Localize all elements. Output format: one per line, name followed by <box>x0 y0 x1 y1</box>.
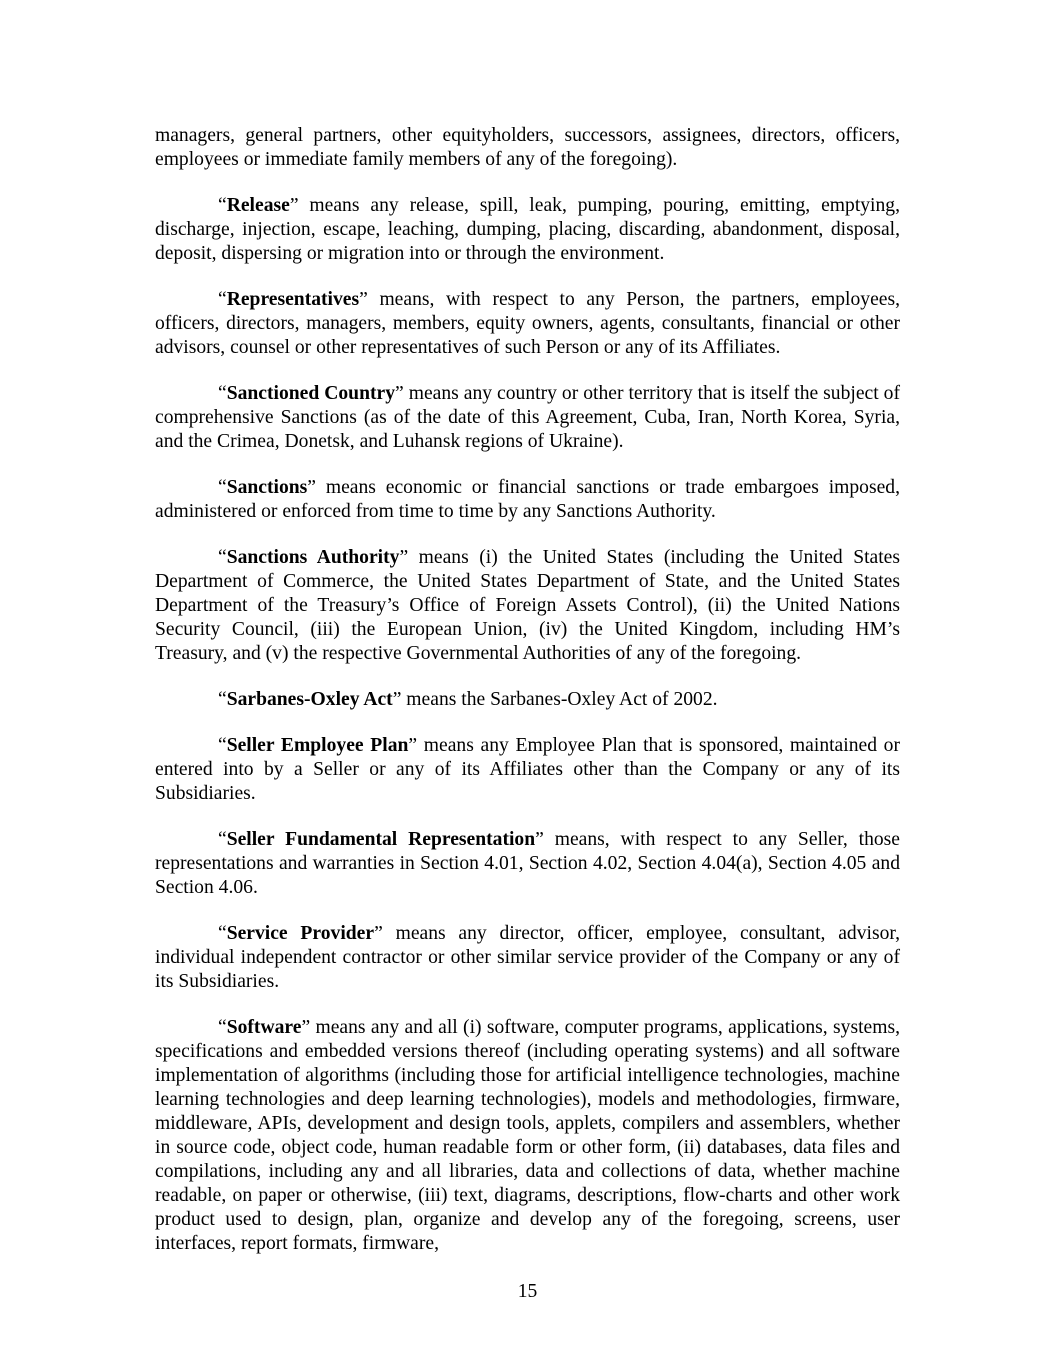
close-quote: ” <box>289 195 299 216</box>
definition-text: means the Sarbanes-Oxley Act of 2002. <box>401 689 718 710</box>
open-quote: “ <box>218 289 227 310</box>
definition-text: means any country or other territory that is itself the subject of comprehensive Sanctions (as of the date of this Agreement, Cuba, Iran, North Korea, Syria, and the Crimea, Donetsk, and Luhansk regions of Ukraine). <box>155 383 901 452</box>
definition-text: means any release, spill, leak, pumping, pouring, emitting, emptying, discharge, injection, escape, leaching, dumping, placing, discarding, abandonment, disposal, deposit, dispersing or migration into or through the environment. <box>155 195 900 264</box>
close-quote: ” <box>535 829 544 850</box>
definition-software <box>155 1016 900 1256</box>
open-quote: “ <box>218 689 227 710</box>
close-quote: ” <box>359 289 368 310</box>
intro-paragraph: managers, general partners, other equityholders, successors, assignees, directors, officers, employees or immediate family members of any of the foregoing). <box>155 125 900 170</box>
definition-release <box>155 194 900 266</box>
definition-text: means any director, officer, employee, consultant, advisor, individual independent contractor or other similar service provider of the Company or any of its Subsidiaries. <box>155 923 901 992</box>
defined-term: Representatives <box>226 289 360 310</box>
definition-text: means economic or financial sanctions or trade embargoes imposed, administered or enforced from time to time by any Sanctions Authority. <box>155 477 900 522</box>
definition-sanctions-authority <box>155 546 900 666</box>
definition-representatives <box>155 288 900 360</box>
definition-text: means, with respect to any Seller, those representations and warranties in Section 4.01, Section 4.02, Section 4.04(a), Section 4.05 and Section 4.06. <box>155 829 900 898</box>
defined-term: Sanctions Authority <box>226 547 400 568</box>
open-quote: “ <box>218 923 227 944</box>
open-quote: “ <box>218 383 227 404</box>
defined-term: Service Provider <box>226 923 375 944</box>
close-quote: ” <box>408 735 418 756</box>
definition-service-provider <box>155 922 900 994</box>
definition-text: means any Employee Plan that is sponsored, maintained or entered into by a Seller or any of its Affiliates other than the Company or any of its Subsidiaries. <box>155 735 900 804</box>
close-quote: ” <box>307 477 316 498</box>
open-quote: “ <box>218 195 227 216</box>
defined-term: Sanctioned Country <box>226 383 396 404</box>
definition-text: means any and all (i) software, computer programs, applications, systems, specifications and embedded versions thereof (including operating systems) and all software implementation of algorithms (including those for artificial intelligence technologies, machine learning technologies and deep learning technologies), models and methodologies, firmware, middleware, APIs, development and design tools, applets, compilers and assemblers, whether in source code, object code, human readable form or other form, (ii) databases, data files and compilations, including any and all libraries, data and collections of data, whether machine readable, on paper or otherwise, (iii) text, diagrams, descriptions, flow-charts and other work product used to design, plan, organize and develop any of the foregoing, screens, user interfaces, report formats, firmware, <box>155 1017 900 1254</box>
definition-sarbanes-oxley-act <box>155 688 900 712</box>
defined-term: Seller Fundamental Representation <box>226 829 536 850</box>
page-number: 15 <box>517 1281 538 1302</box>
close-quote: ” <box>392 689 402 710</box>
open-quote: “ <box>218 547 227 568</box>
definition-sanctioned-country <box>155 382 900 454</box>
close-quote: ” <box>374 923 383 944</box>
open-quote: “ <box>218 735 227 756</box>
defined-term: Release <box>226 195 290 216</box>
definition-seller-fundamental-representation <box>155 828 900 900</box>
defined-term: Sanctions <box>226 477 308 498</box>
definition-seller-employee-plan <box>155 734 900 806</box>
defined-term: Sarbanes-Oxley Act <box>226 689 393 710</box>
close-quote: ” <box>301 1017 311 1038</box>
close-quote: ” <box>399 547 409 568</box>
open-quote: “ <box>218 477 227 498</box>
defined-term: Seller Employee Plan <box>226 735 409 756</box>
definition-text: means, with respect to any Person, the partners, employees, officers, directors, managers, members, equity owners, agents, consultants, financial or other advisors, counsel or other representatives of such Person or any of its Affiliates. <box>155 289 900 358</box>
defined-term: Software <box>226 1017 302 1038</box>
document-page <box>155 124 900 1278</box>
definition-sanctions <box>155 476 900 524</box>
open-quote: “ <box>218 829 227 850</box>
close-quote: ” <box>395 383 404 404</box>
definition-text: means (i) the United States (including the United States Department of Commerce, the United States Department of State, and the United States Department of the Treasury’s Office of Foreign Assets Control), (ii) the United Nations Security Council, (iii) the European Union, (iv) the United Kingdom, including HM’s Treasury, and (v) the respective Governmental Authorities of any of the foregoing. <box>155 547 901 664</box>
open-quote: “ <box>218 1017 227 1038</box>
